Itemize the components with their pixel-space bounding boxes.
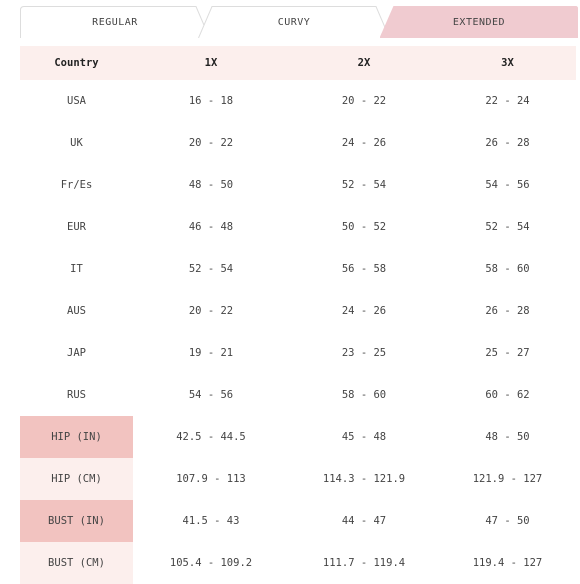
cell-1x: 48 - 50 xyxy=(188,179,234,191)
tab-regular[interactable] xyxy=(20,6,210,38)
table-row xyxy=(20,416,576,458)
cell-2x: 23 - 25 xyxy=(341,347,387,359)
row-label: BUST (IN) xyxy=(20,500,133,542)
cell-3x: 22 - 24 xyxy=(485,95,530,107)
header-3x: 3X xyxy=(439,46,576,80)
tab-extended[interactable] xyxy=(380,6,578,38)
cell-1x: 46 - 48 xyxy=(188,221,234,233)
cell-2x: 50 - 52 xyxy=(341,221,387,233)
tab-curvy[interactable] xyxy=(198,6,390,38)
cell-2x: 44 - 47 xyxy=(341,515,387,527)
cell-3x: 52 - 54 xyxy=(485,221,530,233)
row-label: USA xyxy=(67,95,86,107)
size-chart-table xyxy=(20,46,576,584)
row-label: HIP (IN) xyxy=(20,416,133,458)
tab-regular-label: REGULAR xyxy=(92,16,138,28)
cell-1x: 20 - 22 xyxy=(188,137,234,149)
header-2x: 2X xyxy=(289,46,439,80)
tab-extended-label: EXTENDED xyxy=(452,16,506,28)
cell-2x: 24 - 26 xyxy=(341,305,387,317)
size-tabs xyxy=(0,0,580,42)
cell-3x: 47 - 50 xyxy=(485,515,530,527)
cell-3x: 119.4 - 127 xyxy=(472,557,543,569)
cell-2x: 58 - 60 xyxy=(341,389,387,401)
cell-3x: 26 - 28 xyxy=(485,137,530,149)
table-row xyxy=(20,164,576,206)
table-header-row xyxy=(20,46,576,80)
table-row xyxy=(20,122,576,164)
cell-2x: 111.7 - 119.4 xyxy=(322,557,406,569)
cell-2x: 52 - 54 xyxy=(341,179,387,191)
table-row xyxy=(20,80,576,122)
cell-1x: 19 - 21 xyxy=(188,347,234,359)
cell-2x: 114.3 - 121.9 xyxy=(322,473,406,485)
table-row xyxy=(20,500,576,542)
row-label: UK xyxy=(70,137,83,149)
cell-2x: 45 - 48 xyxy=(341,431,387,443)
cell-2x: 24 - 26 xyxy=(341,137,387,149)
cell-1x: 105.4 - 109.2 xyxy=(169,557,253,569)
row-label: BUST (CM) xyxy=(20,542,133,584)
row-label: RUS xyxy=(67,389,86,401)
row-label: AUS xyxy=(67,305,86,317)
cell-1x: 16 - 18 xyxy=(188,95,234,107)
cell-3x: 121.9 - 127 xyxy=(472,473,543,485)
header-1x: 1X xyxy=(133,46,289,80)
header-country: Country xyxy=(20,46,133,80)
cell-2x: 56 - 58 xyxy=(341,263,387,275)
cell-1x: 42.5 - 44.5 xyxy=(176,431,246,443)
cell-3x: 60 - 62 xyxy=(485,389,530,401)
row-label: JAP xyxy=(67,347,86,359)
row-label: IT xyxy=(70,263,83,275)
cell-2x: 20 - 22 xyxy=(341,95,387,107)
cell-3x: 54 - 56 xyxy=(485,179,530,191)
row-label: EUR xyxy=(67,221,86,233)
cell-1x: 54 - 56 xyxy=(188,389,234,401)
table-row xyxy=(20,542,576,584)
cell-1x: 20 - 22 xyxy=(188,305,234,317)
table-row xyxy=(20,458,576,500)
cell-3x: 25 - 27 xyxy=(485,347,530,359)
table-row xyxy=(20,290,576,332)
cell-1x: 107.9 - 113 xyxy=(176,473,246,485)
table-row xyxy=(20,332,576,374)
cell-3x: 58 - 60 xyxy=(485,263,530,275)
tab-curvy-label: CURVY xyxy=(277,16,311,28)
cell-3x: 48 - 50 xyxy=(485,431,530,443)
row-label: HIP (CM) xyxy=(20,458,133,500)
cell-3x: 26 - 28 xyxy=(485,305,530,317)
cell-1x: 52 - 54 xyxy=(188,263,234,275)
table-row xyxy=(20,248,576,290)
table-row xyxy=(20,374,576,416)
table-row xyxy=(20,206,576,248)
cell-1x: 41.5 - 43 xyxy=(182,515,240,527)
row-label: Fr/Es xyxy=(60,179,93,191)
